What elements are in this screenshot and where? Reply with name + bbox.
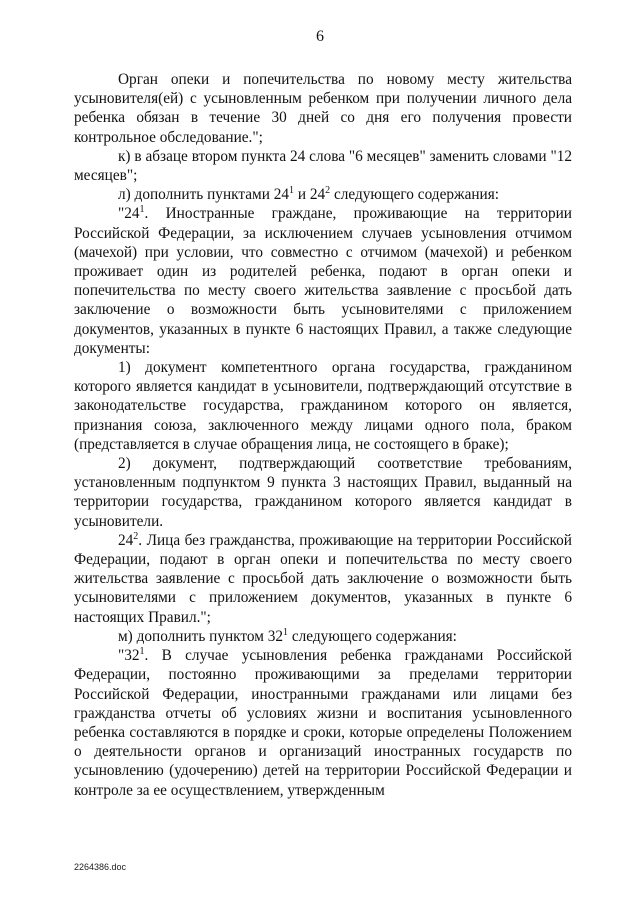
superscript: 1 <box>283 626 289 638</box>
superscript: 2 <box>325 185 331 197</box>
paragraph: 2) документ, подтверждающий соответствие требованиям, установленным подпунктом 9 пункта 3 настоящих Правил, выданный на территории государства, гражданином которого является кандидат в усыновители. <box>74 455 572 530</box>
superscript: 2 <box>133 530 139 542</box>
paragraph: л) дополнить пунктами $24^1$ и $24^2$ следующего содержания: <box>118 185 500 204</box>
paragraph: к) в абзаце втором пункта 24 слова "6 месяцев" заменить словами "12 месяцев"; <box>74 147 572 185</box>
paragraph: "$24^1$. Иностранные граждане, проживающие на территории Российской Федерации, за исключением случаев усыновления отчимом (мачехой) при условии, что совместно с отчимом (мачехой) и ребенком проживает один из родителей ребенка, подают в орган опеки и попечительства по месту своего жительства заявление с просьбой дать заключение о возможности быть усыновителями с приложением документов, указанных в пункте 6 настоящих Правил, а также следующие документы: <box>74 204 572 357</box>
paragraph: $24^2$. Лица без гражданства, проживающие на территории Российской Федерации, подают в орган опеки и попечительства по месту своего жительства заявление с просьбой дать заключение о возможности быть усыновителями с приложением документов, указанных в пункте 6 настоящих Правил."; <box>74 530 572 626</box>
document-footer: 2264386.doc <box>74 862 127 872</box>
paragraph: Орган опеки и попечительства по новому месту жительства усыновителя(ей) с усыновленным ребенком при получении личного дела ребенка обязан в течение 30 дней со дня его получения провести контрольное обследование."; <box>74 71 572 146</box>
superscript: 1 <box>139 646 145 658</box>
page-number: 6 <box>316 28 324 45</box>
paragraph: м) дополнить пунктом $32^1$ следующего содержания: <box>118 626 457 645</box>
paragraph: "$32^1$. В случае усыновления ребенка гражданами Российской Федерации, постоянно проживающими за пределами территории Российской Федерации, иностранными гражданами или лицами без гражданства отчеты об условиях жизни и воспитания усыновленного ребенка составляются в порядке и сроки, которые определены Положением о деятельности органов и организаций иностранных государств по усыновлению (удочерению) детей на территории Российской Федерации и контроле за ее осуществлением, утвержденным <box>74 646 572 799</box>
superscript: 1 <box>289 185 295 197</box>
superscript: 1 <box>139 204 145 216</box>
paragraph: 1) документ компетентного органа государства, гражданином которого является кандидат в усыновители, подтверждающий отсутствие в законодательстве государства, гражданином которого он является, признания союза, заключенного между лицами одного пола, браком (представляется в случае обращения лица, не состоящего в браке); <box>74 359 572 453</box>
document-body <box>74 70 572 800</box>
